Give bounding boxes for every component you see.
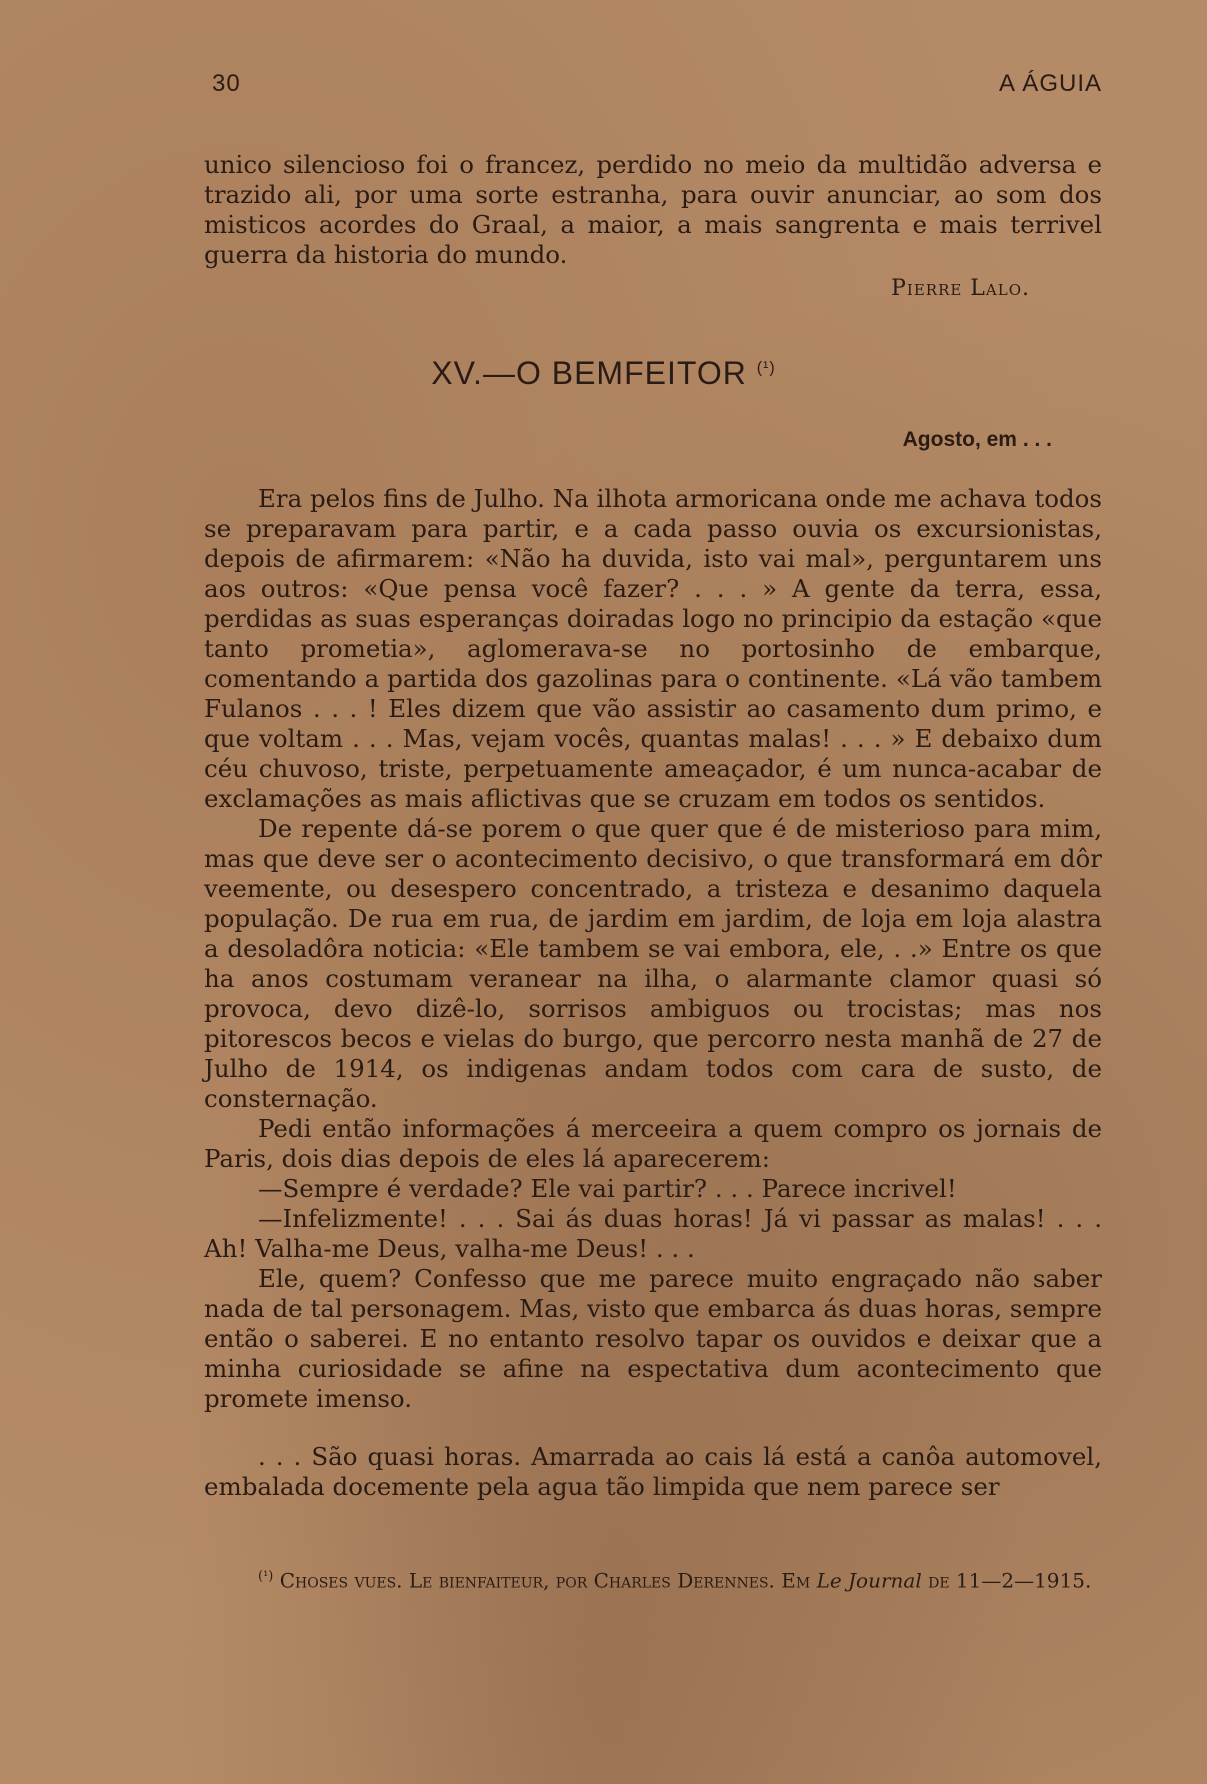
section-title [0, 355, 1207, 392]
footnote [204, 1565, 1102, 1593]
body-paragraph: Pedi então informações á merceeira a quem compro os jornais de Paris, dois dias depois de eles lá aparecerem: [204, 1114, 1102, 1173]
intro-paragraph [204, 150, 1102, 270]
section-title-text: XV.—O BEMFEITOR [431, 355, 747, 391]
body-paragraph: Ele, quem? Confesso que me parece muito engraçado não saber nada de tal personagem. Mas, visto que embarca ás duas horas, sempre então o saberei. E no entanto resolvo tapar os ouvidos e deixar que a minha curiosidade se afine na espectativa dum acontecimento que promete imenso. [204, 1264, 1102, 1413]
dateline: Agosto, em . . . [902, 428, 1052, 451]
intro-text: unico silencioso foi o francez, perdido no meio da multidão adversa e trazido ali, por uma sorte estranha, para ouvir anunciar, ao som dos misticos acordes do Graal, a maior, a mais sangrenta e mais terrivel guerra da historia do mundo. [204, 150, 1102, 269]
body-paragraph: . . . São quasi horas. Amarrada ao cais lá está a canôa automovel, embalada docemente pela agua tão limpida que nem parece ser [204, 1442, 1102, 1501]
dialogue-line: —Sempre é verdade? Ele vai partir? . . . Parece incrivel! [258, 1174, 957, 1203]
footnote-date: de 11—2—1915. [928, 1568, 1092, 1593]
section-note-marker: (¹) [756, 359, 776, 377]
article-body [204, 484, 1102, 1502]
running-title: A ÁGUIA [998, 70, 1102, 97]
footnote-text: Choses vues. Le bienfaiteur, por Charles Derennes. Em [279, 1568, 811, 1593]
page-number: 30 [212, 70, 241, 97]
dialogue-line: —Infelizmente! . . . Sai ás duas horas! Já vi passar as malas! . . . Ah! Valha-me Deus, valha-me Deus! . . . [204, 1204, 1102, 1263]
body-paragraph: De repente dá-se porem o que quer que é de misterioso para mim, mas que deve ser o acontecimento decisivo, o que transformará em dôr veemente, ou desespero concentrado, a tristeza e desanimo daquela população. De rua em rua, de jardim em jardim, de loja em loja alastra a desoladôra noticia: «Ele tambem se vai embora, ele, . .» Entre os que ha anos costumam veranear na ilha, o alarmante clamor quasi só provoca, devo dizê-lo, sorrisos ambiguos ou trocistas; mas nos pitorescos becos e vielas do burgo, que percorro nesta manhã de 27 de Julho de 1914, os indigenas andam todos com cara de susto, de consternação. [204, 814, 1102, 1113]
body-paragraph: Era pelos fins de Julho. Na ilhota armoricana onde me achava todos se preparavam para partir, e a cada passo ouvia os excursionistas, depois de afirmarem: «Não ha duvida, isto vai mal», perguntarem uns aos outros: «Que pensa você fazer? . . . » A gente da terra, essa, perdidas as suas esperanças doiradas logo no principio da estação «que tanto prometia», aglomerava-se no portosinho de embarque, comentando a partida dos gazolinas para o continente. «Lá vão tambem Fulanos . . . ! Eles dizem que vão assistir ao casamento dum primo, e que voltam . . . Mas, vejam vocês, quantas malas! . . . » E debaixo dum céu chuvoso, triste, perpetuamente ameaçador, é um nunca-acabar de exclamações as mais aflictivas que se cruzam em todos os sentidos. [204, 484, 1102, 813]
page-header [212, 70, 1102, 110]
footnote-journal: Le Journal [816, 1568, 922, 1593]
footnote-marker: (¹) [258, 1569, 274, 1584]
signature: Pierre Lalo. [891, 276, 1030, 301]
section-gap [204, 1414, 1102, 1442]
